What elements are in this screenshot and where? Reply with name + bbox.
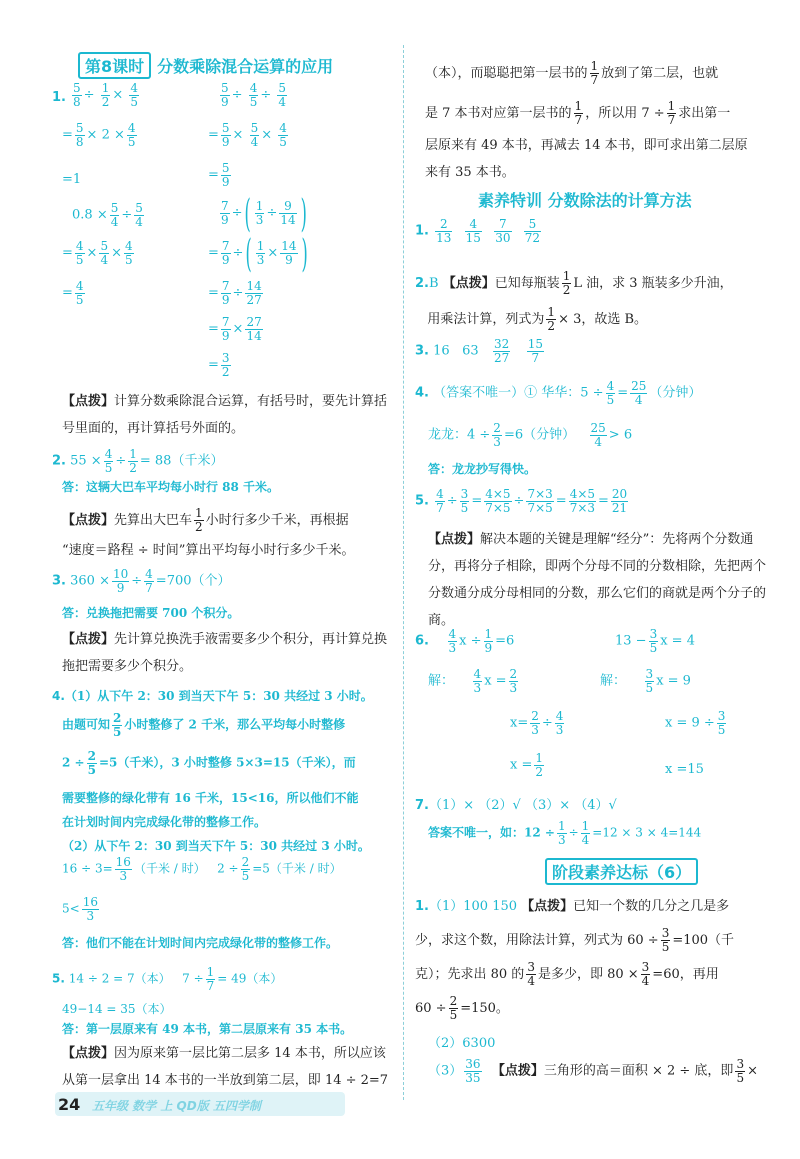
r6-part-a-line2: 解： $\frac{4}{3}$ x = $\frac{2}{3}$ <box>428 667 518 695</box>
lesson-badge: 第8课时 <box>78 52 151 79</box>
question-4: 4.（1）从下午 2：30 到当天下午 5：30 共经过 3 小时。 <box>52 689 373 703</box>
r-question-1: 1. $\frac{2}{13}$ $\frac{4}{15}$ $\frac{7}{30}$ $\frac{5}{72}$ <box>415 217 541 245</box>
question-3: 3. 360 × $\frac{10}{9}$ ÷ $\frac{4}{7}$ =700（个） <box>52 567 231 595</box>
q5-answer: 答：第一层原来有 49 本书，第二层原来有 35 本书。 <box>62 1022 353 1036</box>
q5-tip: 【点拨】因为原来第一层比第二层多 14 本书，所以应该 从第一层拿出 14 本书的一半放到第二层，即 14 ÷ 2=7 <box>62 1046 389 1088</box>
section-title-stage <box>545 858 704 885</box>
q2-tip: 【点拨】先算出大巴车 $\frac{1}{2}$ 小时行多少千米，再根据 “速度＝路程 ÷ 时间”算出平均每小时行多少千米。 <box>62 506 355 558</box>
r6-part-b-line4: x =15 <box>665 762 704 777</box>
q1-part-d-line3: = $\frac{7}{9}$ ÷ $\frac{14}{27}$ <box>208 279 262 307</box>
footer-text: 五年级 数学 上 QD版 五四学制 <box>92 1099 261 1113</box>
r-question-5: 5. $\frac{4}{7}$ ÷ $\frac{3}{5}$ = $\frac{4\times 5}{7\times 5}$ ÷ $\frac{7\times 3}{7\times 5}$ = $\frac{4\times 5}{7\times 3}$ = $\frac{20}{21}$ <box>415 487 628 515</box>
r-question-7: 7.（1）× （2）√ （3）× （4）√ <box>415 798 617 813</box>
r4-line2: 龙龙：4 ÷ $\frac{2}{3}$ =6（分钟） $\frac{25}{4}$ > 6 <box>428 421 633 449</box>
r6-part-a-line4: x = $\frac{1}{2}$ <box>510 751 543 779</box>
s1-part-2: （2）6300 <box>428 1036 496 1051</box>
q4-line7: 16 ÷ 3= $\frac{16}{3}$ （千米 / 时） 2 ÷ $\frac{2}{5}$ =5（千米 / 时） <box>62 855 342 883</box>
r6-part-b-line3: x = 9 ÷ $\frac{3}{5}$ <box>665 709 726 737</box>
q4-answer: 答：他们不能在计划时间内完成绿化带的整修工作。 <box>62 936 339 950</box>
q1-part-a-line1: $\frac{5}{8}$ ÷ $\frac{1}{2}$ × $\frac{4}{5}$ <box>73 81 139 109</box>
s1-part-3: （3） $\frac{36}{35}$ 【点拨】三角形的高＝面积 × 2 ÷ 底，即 $\frac{3}{5}$ × <box>428 1057 758 1085</box>
page-number: 24 <box>58 1095 81 1114</box>
r6-part-b-line1: 13 − $\frac{3}{5}$ x = 4 <box>615 627 695 655</box>
q5-tip-continued: （本），而聪聪把第一层书的 $\frac{1}{7}$ 放到了第二层，也就 是 7 本书对应第一层书的 $\frac{1}{7}$ ，所以用 7 ÷ $\frac{1}{7}$ 求出第一 <box>425 59 731 127</box>
q4-line2: 由题可知 $\frac{2}{5}$ 小时整修了 2 千米，那么平均每小时整修 <box>62 711 346 739</box>
q1-part-d-line4: = $\frac{7}{9}$ × $\frac{27}{14}$ <box>208 315 262 343</box>
column-divider <box>403 45 404 1100</box>
q1-part-d-line2: = $\frac{7}{9}$ ÷ ( $\frac{1}{3}$ × $\frac{14}{9}$ ) <box>208 230 308 276</box>
q3-tip: 【点拨】先计算兑换洗手液需要多少个积分，再计算兑换拖把需要多少个积分。 <box>62 632 388 674</box>
s-question-1: 1.（1）100 150 【点拨】已知一个数的几分之几是多 少，求这个数，用除法计算，列式为 60 ÷ $\frac{3}{5}$ =100（千 克）；先求出 80 的 $\frac{3}{4}$ 是多少，即 80 × $\frac{3}{4}$ =60，再用 60 ÷ $\frac{2}{5}$ =150。 <box>415 899 735 1022</box>
q4-line4: 需要整修的绿化带有 16 千米，15<16，所以他们不能 在计划时间内完成绿化带的整修工作。 （2）从下午 2：30 到当天下午 5：30 共经过 3 小时。 <box>62 791 370 853</box>
r-question-3: 3. 16 63 $\frac{32}{27}$ $\frac{15}{7}$ <box>415 337 543 365</box>
q1-tip: 【点拨】计算分数乘除混合运算，有括号时，要先计算括号里面的，再计算括号外面的。 <box>62 394 388 436</box>
q1-part-c-line2: = $\frac{4}{5}$ × $\frac{5}{4}$ × $\frac{4}{5}$ <box>62 239 133 267</box>
q1-part-d-line5: = $\frac{3}{2}$ <box>208 351 230 379</box>
q1-part-b-line1: $\frac{5}{9}$ ÷ $\frac{4}{5}$ ÷ $\frac{5}{4}$ <box>221 81 287 109</box>
q1-part-c-line3: = $\frac{4}{5}$ <box>62 279 84 307</box>
q1-part-a-line3: =1 <box>62 172 82 187</box>
q5-tip-continued-2: 层原来有 49 本书，再减去 14 本书，即可求出第二层原 来有 35 本书。 <box>425 138 748 180</box>
q1-part-d-line1: $\frac{7}{9}$ ÷ ( $\frac{1}{3}$ ÷ $\frac{9}{14}$ ) <box>221 190 307 236</box>
r-question-4: 4. （答案不唯一）① 华华：5 ÷ $\frac{4}{5}$ = $\frac{25}{4}$ （分钟） <box>415 379 702 407</box>
q1-part-a-line2: = $\frac{5}{8}$ × 2 × $\frac{4}{5}$ <box>62 121 136 149</box>
r7-line2: 答案不唯一，如：12 ÷ $\frac{1}{3}$ ÷ $\frac{1}{4}$ =12 × 3 × 4=144 <box>428 819 702 847</box>
r6-part-a-line3: x= $\frac{2}{3}$ ÷ $\frac{4}{3}$ <box>510 709 564 737</box>
r-question-2: 2.B 【点拨】已知每瓶装 $\frac{1}{2}$ L 油，求 3 瓶装多少升油， 用乘法计算，列式为 $\frac{1}{2}$ × 3，故选 B。 <box>415 269 733 333</box>
q1-part-b-line3: = $\frac{5}{9}$ <box>208 161 230 189</box>
r5-tip: 【点拨】解决本题的关键是理解“经分”：先将两个分数通分，再将分子相除，即两个分母不同的分数相除，先把两个分数通分成分母相同的分数，那么它们的商就是两个分子的商。 <box>428 532 767 628</box>
q1-part-c-line1: 0.8 × $\frac{5}{4}$ ÷ $\frac{5}{4}$ <box>72 201 143 229</box>
lesson-title <box>78 52 333 79</box>
question-2: 2. 55 × $\frac{4}{5}$ ÷ $\frac{1}{2}$ = 88（千米） <box>52 447 224 475</box>
r-question-6: 6. $\frac{4}{3}$ x ÷ $\frac{1}{9}$ =6 <box>415 627 515 655</box>
section-title-training: 素养特训 分数除法的计算方法 <box>478 191 692 210</box>
q1-part-b-line2: = $\frac{5}{9}$ × $\frac{5}{4}$ × $\frac{4}{5}$ <box>208 121 287 149</box>
lesson-title-text: 分数乘除混合运算的应用 <box>157 57 334 76</box>
question-number: 1. <box>52 90 66 105</box>
question-5: 5. 14 ÷ 2 = 7（本） 7 ÷ $\frac{1}{7}$ = 49（本） <box>52 965 283 993</box>
r4-answer: 答：龙龙抄写得快。 <box>428 462 537 476</box>
q2-answer: 答：这辆大巴车平均每小时行 88 千米。 <box>62 480 280 494</box>
stage-badge: 阶段素养达标（6） <box>545 858 698 885</box>
r6-part-b-line2: 解： $\frac{3}{5}$ x = 9 <box>600 667 691 695</box>
q5-line2: 49−14 = 35（本） <box>62 1002 172 1016</box>
question-1 <box>52 90 66 105</box>
q4-line3: 2 ÷ $\frac{2}{5}$ =5（千米），3 小时整修 5×3=15（千米），而 <box>62 749 356 777</box>
q3-answer: 答：兑换拖把需要 700 个积分。 <box>62 606 240 620</box>
q4-line8: 5< $\frac{16}{3}$ <box>62 895 98 923</box>
